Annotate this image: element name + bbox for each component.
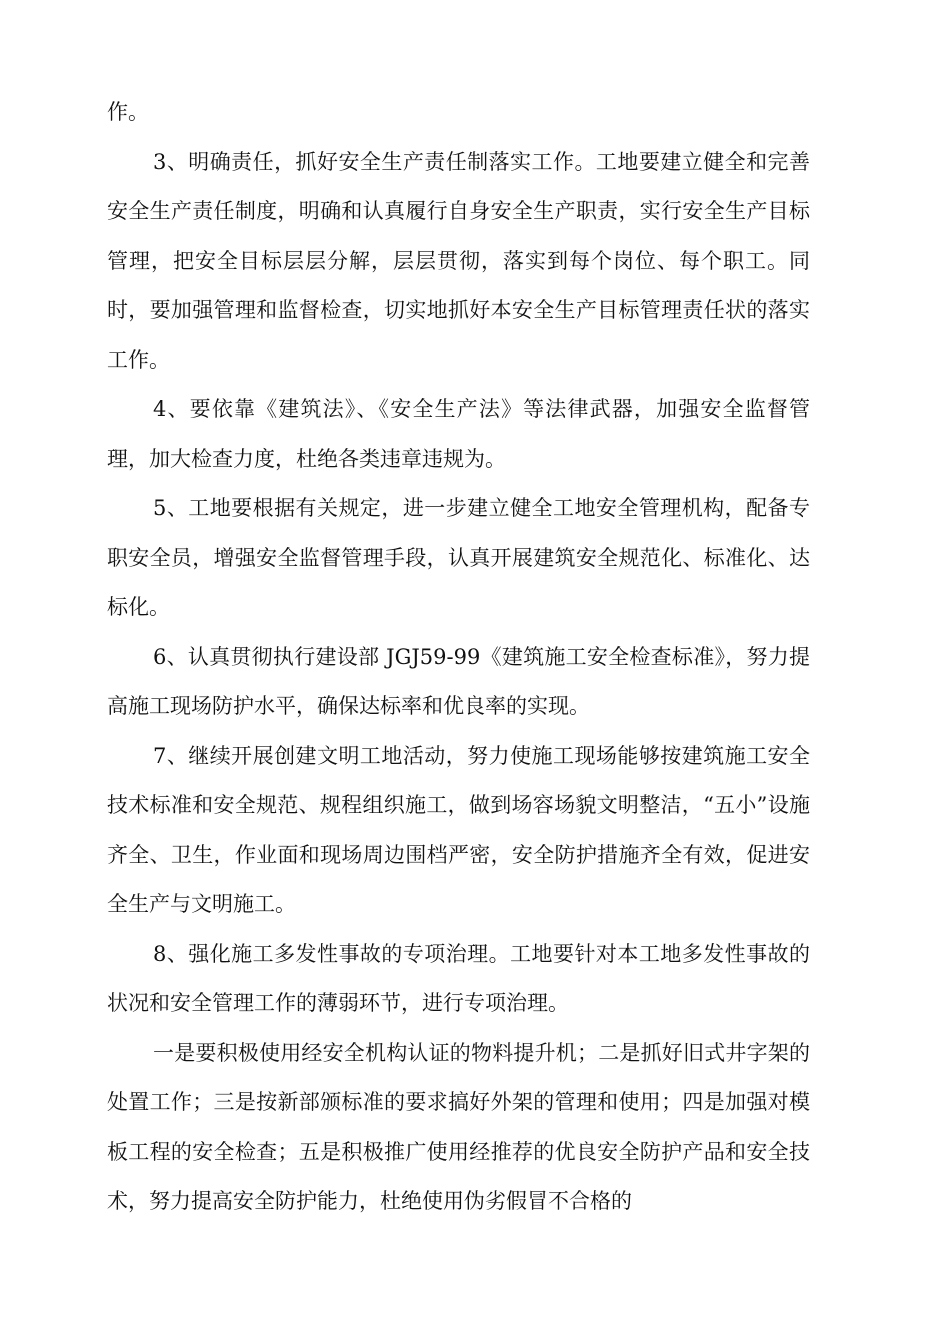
paragraph-continuation: 作。 — [107, 100, 149, 124]
paragraph-item-7: 7、继续开展创建文明工地活动，努力使施工现场能够按建筑施工安全技术标准和安全规范、规程组织施工，做到场容场貌文明整洁，“五小”设施齐全、卫生，作业面和现场周边围档严密，安全防护措施齐全有效，促进安全生产与文明施工。 — [107, 743, 810, 916]
paragraph-item-3: 3、明确责任，抓好安全生产责任制落实工作。工地要建立健全和完善安全生产责任制度，明确和认真履行自身安全生产职责，实行安全生产目标管理，把安全目标层层分解，层层贯彻，落实到每个岗位、每个职工。同时，要加强管理和监督检查，切实地抓好本安全生产目标管理责任状的落实工作。 — [107, 149, 810, 372]
paragraph-item-8: 8、强化施工多发性事故的专项治理。工地要针对本工地多发性事故的状况和安全管理工作的薄弱环节，进行专项治理。 — [107, 941, 810, 1015]
paragraph-item-4: 4、要依靠《建筑法》、《安全生产法》等法律武器，加强安全监督管理，加大检查力度，杜绝各类违章违规为。 — [107, 397, 810, 471]
paragraph-measures-list: 一是要积极使用经安全机构认证的物料提升机；二是抓好旧式井字架的处置工作；三是按新部颁标准的要求搞好外架的管理和使用；四是加强对模板工程的安全检查；五是积极推广使用经推荐的优良安全防护产品和安全技术，努力提高安全防护能力，杜绝使用伪劣假冒不合格的 — [107, 1040, 810, 1213]
document-body — [107, 88, 810, 1227]
paragraph-item-5: 5、工地要根据有关规定，进一步建立健全工地安全管理机构，配备专职安全员，增强安全监督管理手段，认真开展建筑安全规范化、标准化、达标化。 — [107, 496, 810, 619]
paragraph-item-6: 6、认真贯彻执行建设部 JGJ59-99《建筑施工安全检查标准》，努力提高施工现场防护水平，确保达标率和优良率的实现。 — [107, 644, 810, 718]
